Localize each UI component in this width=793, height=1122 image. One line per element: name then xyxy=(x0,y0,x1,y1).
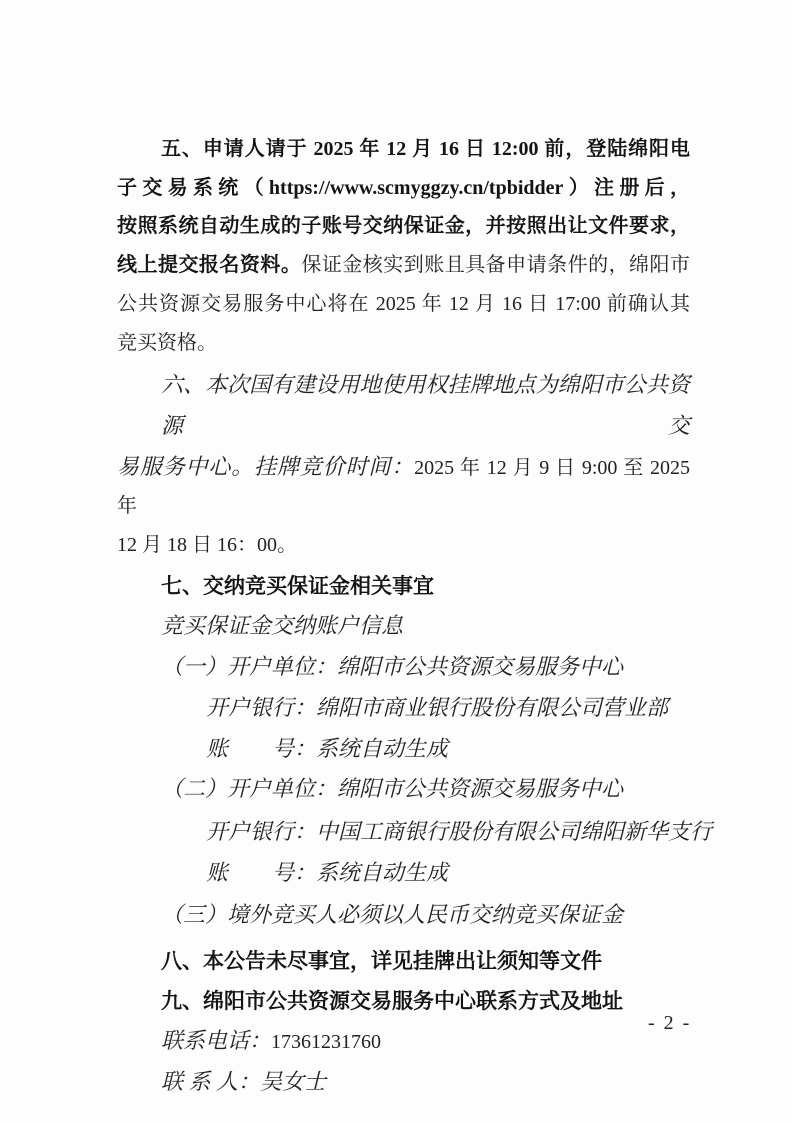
doc-line xyxy=(117,366,690,447)
text-segment: 保证金核实到账且具备申请条件的，绵阳市 xyxy=(301,254,691,277)
doc-line xyxy=(117,131,690,170)
text-segment: 子交易系统（https://www.scmyggzy.cn/tpbidder）注册后， xyxy=(117,176,690,199)
doc-line xyxy=(117,854,690,895)
doc-line xyxy=(117,1063,690,1104)
document-body xyxy=(117,131,713,1104)
doc-line xyxy=(117,648,690,689)
text-segment: 九、绵阳市公共资源交易服务中心联系方式及地址 xyxy=(161,989,623,1013)
doc-line xyxy=(117,813,713,854)
text-segment: 12 月 18 日 16：00。 xyxy=(117,534,297,557)
text-segment: 开户银行：绵阳市商业银行股份有限公司营业部 xyxy=(206,694,669,720)
doc-line xyxy=(117,325,690,364)
doc-line xyxy=(117,983,690,1023)
text-segment: 17361231760 xyxy=(271,1031,382,1054)
doc-line xyxy=(117,689,690,730)
doc-line xyxy=(117,208,690,247)
text-segment: 六、本次国有建设用地使用权挂牌地点为绵阳市公共资源交 xyxy=(161,372,690,438)
page-number: - 2 - xyxy=(648,1012,692,1034)
text-segment: 五、申请人请于 2025 年 12 月 16 日 12:00 前，登陆绵阳电 xyxy=(161,138,690,160)
text-segment: 联 系 人：吴女士 xyxy=(161,1069,327,1095)
text-segment: 八、本公告未尽事宜，详见挂牌出让须知等文件 xyxy=(161,950,602,974)
text-segment: 联系电话： xyxy=(161,1028,272,1054)
doc-line xyxy=(117,568,690,608)
doc-line xyxy=(117,286,690,325)
doc-line xyxy=(117,1022,690,1063)
doc-line xyxy=(117,943,690,983)
text-segment: 公共资源交易服务中心将在 2025 年 12 月 16 日 17:00 前确认其 xyxy=(117,292,690,315)
text-segment: 开户银行：中国工商银行股份有限公司绵阳新华支行 xyxy=(206,818,713,844)
text-segment: 线上提交报名资料。 xyxy=(117,254,302,277)
doc-line xyxy=(117,770,690,811)
text-segment: 2025 年 12 月 9 日 9:00 至 2025 年 xyxy=(117,456,690,518)
text-segment: 账 号：系统自动生成 xyxy=(206,859,449,885)
text-segment: （二）开户单位：绵阳市公共资源交易服务中心 xyxy=(161,776,624,802)
text-segment: 竞买保证金交纳账户信息 xyxy=(161,613,404,639)
text-segment: 账 号：系统自动生成 xyxy=(206,735,449,761)
text-segment: （一）开户单位：绵阳市公共资源交易服务中心 xyxy=(161,654,624,680)
doc-line xyxy=(117,896,690,937)
doc-line xyxy=(117,730,690,771)
text-segment: （三）境外竞买人必须以人民币交纳竞买保证金 xyxy=(161,902,624,928)
text-segment: 按照系统自动生成的子账号交纳保证金，并按照出让文件要求， xyxy=(117,215,690,238)
doc-line xyxy=(117,527,690,566)
text-segment: 易服务中心。挂牌竞价时间： xyxy=(117,453,415,479)
text-segment: 竞买资格。 xyxy=(117,331,217,354)
doc-line xyxy=(117,247,690,286)
doc-line xyxy=(117,448,690,527)
text-segment: 七、交纳竞买保证金相关事宜 xyxy=(161,574,434,598)
doc-line xyxy=(117,607,690,648)
doc-line xyxy=(117,170,690,209)
